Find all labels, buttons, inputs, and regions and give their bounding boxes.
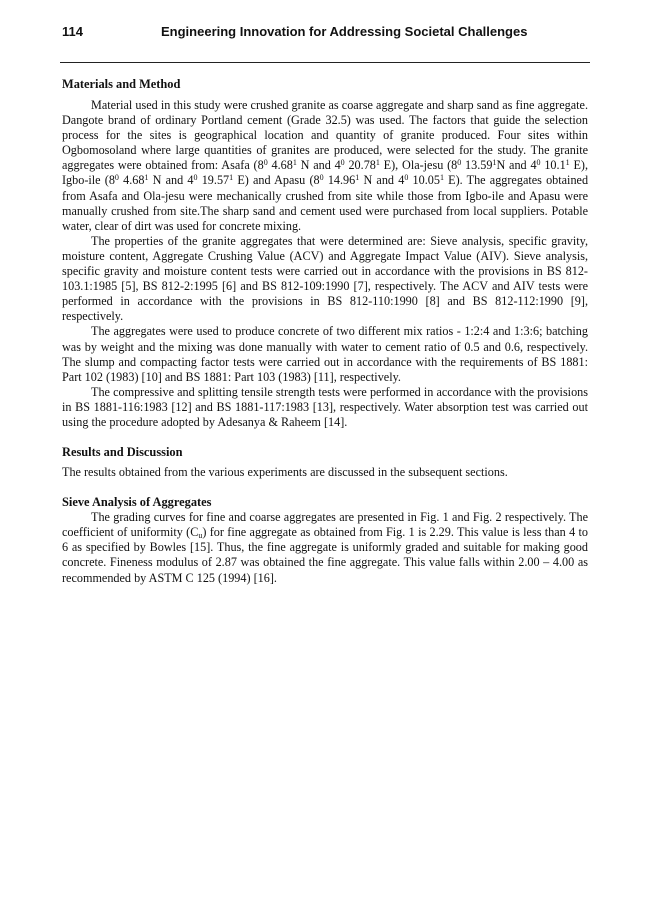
paragraph-materials-3: The aggregates were used to produce concrete of two different mix ratios - 1:2:4 and 1:3:6; batching was by weight and the mixing was done manually with water to cement ratio of 0.5 and 0.6, respectively. The slump and compacting factor tests were carried out in accordance with the requirements of BS 1881: Part 102 (1983) [10] and BS 1881: Part 103 (1983) [11], respectively.	[62, 324, 588, 384]
paragraph-results-intro: The results obtained from the various experiments are discussed in the subsequent sections.	[62, 465, 508, 480]
document-body	[62, 76, 588, 586]
paragraph-sieve-1: The grading curves for fine and coarse aggregates are presented in Fig. 1 and Fig. 2 respectively. The coefficient of uniformity $(C_u)$ for fine aggregate as obtained from Fig. 1 is 2.29. This value is less than 4 to 6 as specified by Bowles [15]. Thus, the fine aggregate is uniformly graded and suitable for making good concrete. Fineness modulus of 2.87 was obtained the fine aggregate. This value falls within 2.00 – 4.00 as recommended by ASTM C 125 (1994) [16].	[62, 510, 588, 585]
paragraph-materials-2: The properties of the granite aggregates that were determined are: Sieve analysis, specific gravity, moisture content, Aggregate Crushing Value (ACV) and Aggregate Impact Value (AIV). Sieve analysis, specific gravity and moisture content tests were carried out in accordance with the provisions in BS 812-103.1:1985 [5], BS 812-2:1995 [6] and BS 812-109:1990 [7], respectively. The ACV and AIV tests were performed in accordance with the provisions in BS 812-110:1990 [8] and BS 812-112:1990 [9], respectively.	[62, 233, 588, 324]
running-title: Engineering Innovation for Addressing Societal Challenges	[161, 24, 528, 39]
page-number: 114	[62, 24, 83, 39]
section-heading-materials: Materials and Method	[62, 77, 181, 91]
section-heading-results: Results and Discussion	[62, 445, 183, 460]
header-rule	[60, 62, 590, 63]
running-header	[62, 24, 590, 42]
paragraph-materials-1: Material used in this study were crushed granite as coarse aggregate and sharp sand as fine aggregate. Dangote brand of ordinary Portland cement (Grade 32.5) was used. The factors that guide the selection process for the sites is geographical location and quantity of granite produced. Four sites within Ogbomosoland where large quantities of granites are produced, were selected for the study. The granite aggregates were obtained from: Asafa ($8^0$ 4.68$^1$ N and $4^0$ 20.78$^1$ E), Ola-jesu ($8^0$ 13.59$^1$N and $4^0$ 10.1$^1$ E), Igbo-ile ($8^0$ 4.68$^1$ N and $4^0$ 19.57$^1$ E) and Apasu ($8^0$ 14.96$^1$ N and $4^0$ 10.05$^1$ E). The aggregates obtained from Asafa and Ola-jesu were mechanically crushed from site while those from Igbo-ile and Apasu were manually crushed from site.The sharp sand and cement used were purchased from local suppliers. Potable water, clear of dirt was used for concrete mixing.	[62, 98, 589, 233]
paragraph-materials-4: The compressive and splitting tensile strength tests were performed in accordance with the provisions in BS 1881-116:1983 [12] and BS 1881-117:1983 [13], respectively. Water absorption test was carried out using the procedure adopted by Adesanya & Raheem [14].	[62, 384, 588, 429]
subsection-heading-sieve: Sieve Analysis of Aggregates	[62, 495, 212, 510]
